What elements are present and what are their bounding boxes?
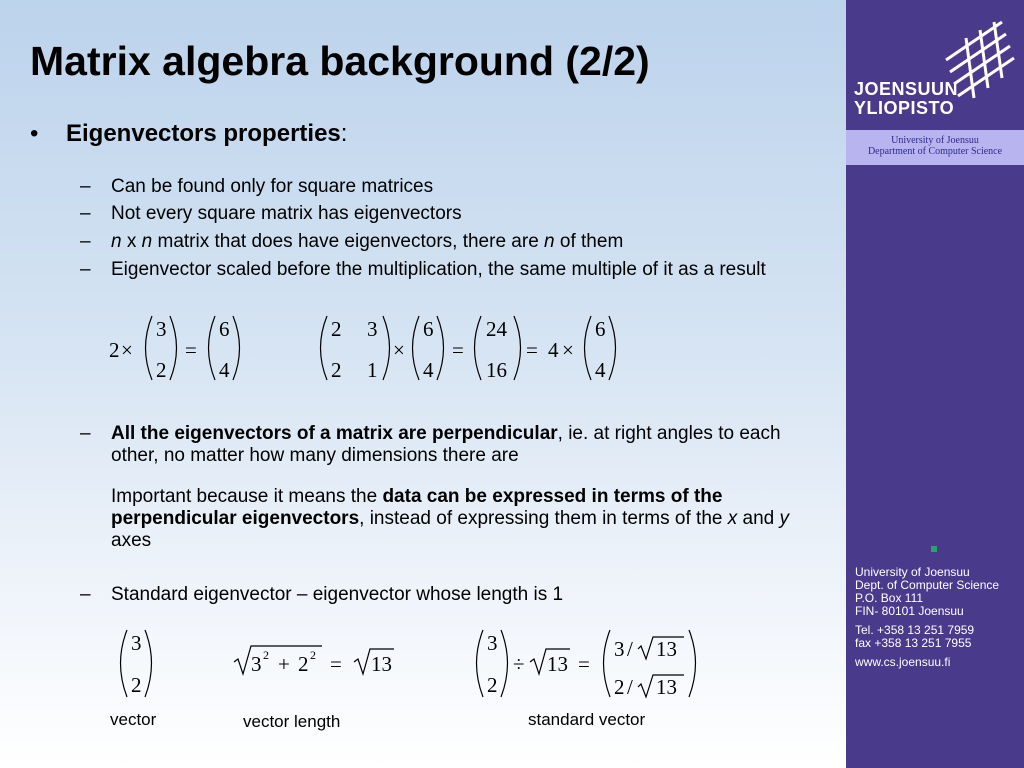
var-n: n (544, 231, 555, 252)
matrix-entry: 1 (367, 358, 378, 382)
dash-marker: – (80, 259, 91, 280)
paren-left (146, 316, 153, 380)
vector-entry: 3 (131, 631, 142, 655)
matrix-entry: 3 (367, 317, 378, 341)
paren-right (170, 316, 177, 380)
contact-fax: fax +358 13 251 7955 (855, 636, 972, 650)
bullet-marker: • (30, 120, 39, 147)
slash: / (627, 675, 633, 699)
university-band (846, 130, 1024, 165)
equals-sign: = (526, 338, 538, 362)
paren-right (514, 316, 521, 380)
numerator: 3 (614, 637, 625, 661)
var-x: x (727, 508, 738, 529)
times-sign: × (562, 338, 574, 362)
equals-sign: = (185, 338, 197, 362)
band-line: University of Joensuu (891, 135, 979, 146)
term: 2 (298, 652, 309, 676)
vector-entry: 3 (156, 317, 167, 341)
important-and: and (737, 508, 780, 529)
plus-sign: + (278, 652, 290, 676)
paren-right (609, 316, 616, 380)
item-mid: matrix that does have eigenvectors, there are (152, 231, 545, 252)
paren-right (437, 316, 444, 380)
equation-matrix-multiplication (321, 316, 616, 382)
dash-marker: – (80, 203, 91, 224)
paren-left (121, 630, 128, 697)
dash-marker: – (80, 231, 91, 252)
times-sign: × (121, 338, 133, 362)
important-mid: , instead of expressing them in terms of the (359, 508, 728, 529)
paren-right (689, 630, 696, 697)
vector-entry: 16 (486, 358, 507, 382)
item-text: Not every square matrix has eigenvectors (111, 203, 462, 224)
important-bold: data can be expressed in terms of the perpendicular eigenvectors (111, 486, 723, 529)
exponent: 2 (263, 648, 269, 662)
vector-entry: 2 (487, 673, 498, 697)
paren-left (413, 316, 420, 380)
contact-line: FIN- 80101 Joensuu (855, 604, 964, 618)
paren-right (501, 630, 508, 697)
equation-vector-length (234, 646, 394, 676)
square-bullet-icon (931, 546, 937, 552)
x-sign: x (121, 231, 142, 252)
bullet-heading: Eigenvectors properties (66, 120, 341, 147)
radicand: 13 (547, 652, 568, 676)
vector-entry: 24 (486, 317, 507, 341)
equals-sign: = (330, 652, 342, 676)
var-y: y (779, 508, 789, 529)
bullet-colon: : (340, 120, 348, 147)
var-n: n (111, 231, 122, 252)
equals-sign: = (452, 338, 464, 362)
slash: / (627, 637, 633, 661)
item-text: Eigenvector scaled before the multiplication, the same multiple of it as a result (111, 259, 766, 280)
paren-left (604, 630, 611, 697)
paren-right (145, 630, 152, 697)
vector-entry: 4 (595, 358, 606, 382)
vector-entry: 4 (423, 358, 434, 382)
radicand: 13 (656, 675, 677, 699)
equation-vector (121, 630, 152, 697)
vector-entry: 4 (219, 358, 230, 382)
paren-left (585, 316, 592, 380)
item-text: Standard eigenvector – eigenvector whose length is 1 (111, 584, 564, 605)
times-sign: × (393, 338, 405, 362)
radicand: 13 (371, 652, 392, 676)
vector-entry: 3 (487, 631, 498, 655)
caption-standard-vector: standard vector (528, 710, 646, 729)
contact-line: P.O. Box 111 (855, 591, 924, 605)
contact-tel: Tel. +358 13 251 7959 (855, 623, 975, 637)
scalar: 4 (548, 338, 559, 362)
perp-rest: , ie. at right angles to each other, no matter how many dimensions there are (111, 423, 781, 466)
vector-entry: 2 (156, 358, 167, 382)
important-pre: Important because it means the (111, 486, 383, 507)
paren-left (475, 316, 482, 380)
dash-marker: – (80, 176, 91, 197)
dash-marker: – (80, 423, 91, 444)
paren-left (477, 630, 484, 697)
important-end: axes (111, 530, 152, 551)
dash-marker: – (80, 584, 91, 605)
university-logo-text (854, 80, 958, 118)
contact-website-link[interactable]: www.cs.joensuu.fi (855, 655, 951, 669)
exponent: 2 (310, 648, 316, 662)
contact-line: Dept. of Computer Science (855, 578, 1000, 592)
paren-right (383, 316, 390, 380)
radicand: 13 (656, 637, 677, 661)
vector-entry: 6 (219, 317, 230, 341)
var-n: n (141, 231, 153, 252)
perp-bold: All the eigenvectors of a matrix are perpendicular (111, 423, 558, 444)
paren-left (321, 316, 328, 380)
paren-left (209, 316, 216, 380)
vector-entry: 2 (131, 673, 142, 697)
contact-line: University of Joensuu (855, 565, 970, 579)
equals-sign: = (578, 652, 590, 676)
band-line: Department of Computer Science (867, 146, 1003, 157)
logo-line: YLIOPISTO (854, 98, 955, 118)
item-text: Can be found only for square matrices (111, 176, 434, 197)
equation-scaled-vector (109, 316, 240, 382)
logo-line: JOENSUUN (854, 79, 959, 99)
matrix-entry: 2 (331, 317, 342, 341)
paren-right (233, 316, 240, 380)
contact-info (855, 566, 999, 669)
item-end: of them (554, 231, 624, 252)
matrix-entry: 2 (331, 358, 342, 382)
scalar: 2 (109, 338, 120, 362)
term: 3 (251, 652, 262, 676)
divide-sign: ÷ (513, 652, 525, 676)
numerator: 2 (614, 675, 625, 699)
equation-standard-vector (477, 630, 696, 699)
caption-vector-length: vector length (243, 712, 341, 731)
vector-entry: 6 (595, 317, 606, 341)
caption-vector: vector (110, 710, 157, 729)
slide-title: Matrix algebra background (2/2) (30, 38, 650, 84)
vector-entry: 6 (423, 317, 434, 341)
